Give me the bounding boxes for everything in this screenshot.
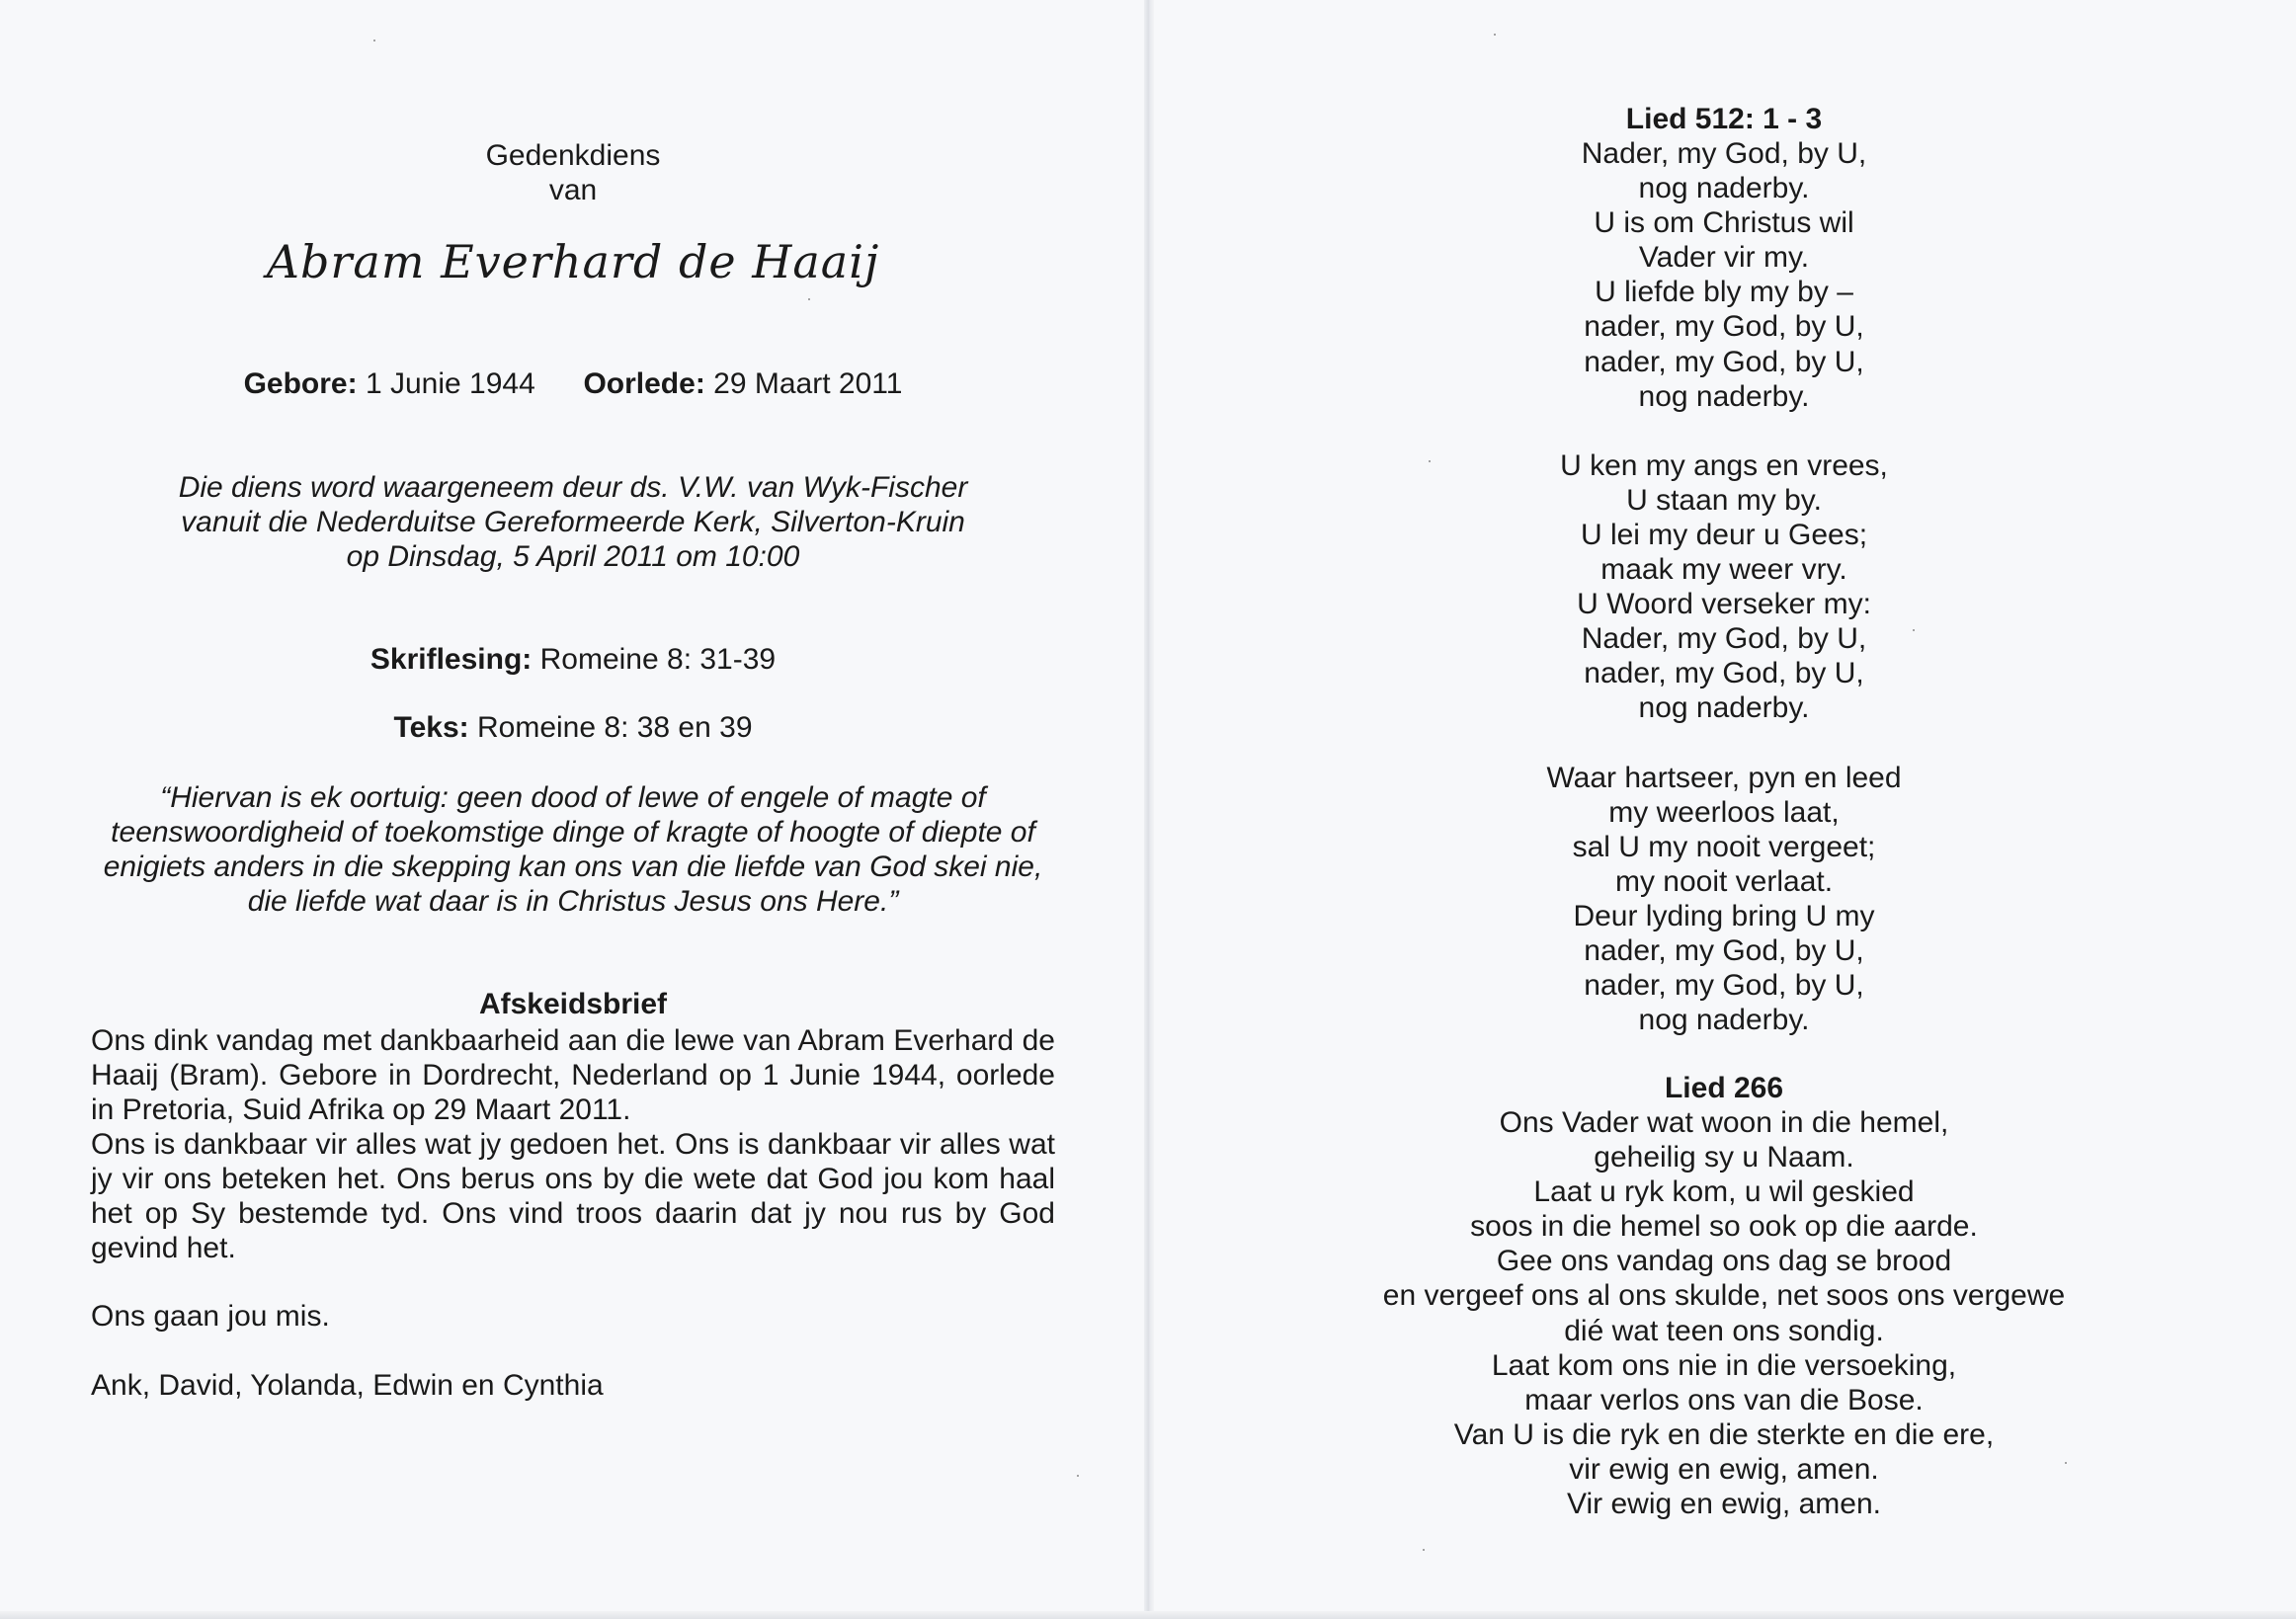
scripture-reading — [158, 642, 988, 677]
letter-paragraph: Ons is dankbaar vir alles wat jy gedoen het. Ons is dankbaar vir alles wat jy vir ons beteken het. Ons berus ons by die wete dat God jou kom haal het op Sy bestemde tyd. Ons vind troos daarin dat jy nou rus by God gevind het. — [91, 1128, 1055, 1264]
hymn-line: sal U my nooit vergeet; — [1572, 830, 1876, 863]
letter-paragraph: Ons dink vandag met dankbaarheid aan die lewe van Abram Everhard de Haaij (Bram). Gebore in Dordrecht, Nederland op 1 Junie 1944, oorlede in Pretoria, Suid Afrika op 29 Maart 2011. — [91, 1024, 1055, 1126]
hymn-line: my nooit verlaat. — [1614, 864, 1834, 898]
hymn-line: nog naderby. — [1638, 172, 1810, 205]
hymn-title: Lied 266 — [1664, 1072, 1784, 1104]
hymn-line: Nader, my God, by U, — [1581, 137, 1867, 170]
hymn-line: Van U is die ryk en die sterkte en die ere, — [1453, 1417, 1995, 1451]
scan-speck — [373, 40, 375, 41]
paper-edge — [0, 1611, 2296, 1619]
scan-speck — [808, 298, 810, 300]
scan-speck — [1494, 34, 1496, 36]
hymn-line: U staan my by. — [1626, 483, 1822, 517]
quote-line: teenswoordigheid of toekomstige dinge of kragte of hoogte of diepte of — [111, 816, 1035, 849]
hymn-line: en vergeef ons al ons skulde, net soos ons vergewe — [1382, 1279, 2066, 1313]
hymn-line: nader, my God, by U, — [1584, 345, 1864, 378]
quote-line: die liefde wat daar is in Christus Jesus ons Here.” — [247, 885, 899, 918]
service-line: vanuit die Nederduitse Gereformeerde Kerk, Silverton-Kruin — [181, 506, 965, 538]
hymn-line: Vir ewig en ewig, amen. — [1567, 1488, 1881, 1521]
hymn-stanza — [1152, 761, 2296, 1038]
scan-speck — [2065, 1462, 2067, 1464]
hymn-line: vir ewig en ewig, amen. — [1569, 1452, 1879, 1486]
deceased-name: Abram Everhard de Haaij — [266, 235, 880, 288]
hymn-line: nader, my God, by U, — [1584, 969, 1864, 1003]
hymn-line: nog naderby. — [1638, 1004, 1810, 1037]
hymn-line: nog naderby. — [1638, 691, 1810, 725]
bible-quote — [59, 780, 1087, 919]
hymn-line: U lei my deur u Gees; — [1580, 518, 1868, 551]
hymn-line: maar verlos ons van die Bose. — [1524, 1383, 1924, 1417]
hymn-line: nader, my God, by U, — [1584, 310, 1864, 344]
hymn-line: geheilig sy u Naam. — [1594, 1141, 1854, 1174]
service-heading — [296, 138, 850, 207]
dates-line — [158, 366, 988, 401]
hymn-text — [1152, 136, 2296, 1072]
hymn-title: Lied 512: 1 - 3 — [1625, 103, 1823, 135]
hymn-line: Vader vir my. — [1638, 241, 1810, 275]
hymn-line: U ken my angs en vrees, — [1560, 448, 1888, 482]
hymn-stanza — [1152, 136, 2296, 414]
hymn-line: nog naderby. — [1638, 379, 1810, 413]
hymn-line: U is om Christus wil — [1594, 206, 1854, 240]
signature: Ank, David, Yolanda, Edwin en Cynthia — [91, 1369, 604, 1402]
born-value: 1 Junie 1944 — [365, 367, 535, 400]
scan-speck — [1423, 1549, 1425, 1551]
hymn-line: Ons Vader wat woon in die hemel, — [1499, 1106, 1949, 1139]
hymn-line: Deur lyding bring U my — [1573, 899, 1875, 932]
sermon-text — [158, 710, 988, 745]
quote-line: “Hiervan is ek oortuig: geen dood of lewe of engele of magte of — [160, 781, 986, 814]
hymn-line: dié wat teen ons sondig. — [1564, 1314, 1884, 1347]
died-value: 29 Maart 2011 — [713, 367, 903, 400]
born-label: Gebore: — [243, 367, 358, 400]
scan-speck — [1429, 460, 1431, 462]
hymn-line: maak my weer vry. — [1600, 553, 1847, 587]
hymn-stanza — [1152, 448, 2296, 726]
hymn-line: Waar hartseer, pyn en leed — [1546, 761, 1902, 794]
heading-sub-text: van — [548, 174, 598, 206]
reading-label: Skriflesing: — [369, 643, 533, 676]
hymn-line: nader, my God, by U, — [1584, 933, 1864, 967]
hymn-line: U Woord verseker my: — [1577, 588, 1871, 621]
service-details — [89, 470, 1057, 574]
heading-text: Gedenkdiens — [485, 139, 661, 172]
hymn-line: my weerloos laat, — [1608, 795, 1840, 829]
hymn-line: soos in die hemel so ook op die aarde. — [1470, 1210, 1978, 1244]
hymn-line: Gee ons vandag ons dag se brood — [1496, 1245, 1952, 1278]
hymn-line: Laat kom ons nie in die versoeking, — [1491, 1348, 1957, 1382]
hymn-line: nader, my God, by U, — [1584, 657, 1864, 690]
text-value: Romeine 8: 38 en 39 — [476, 711, 753, 744]
hymn-line: Laat u ryk kom, u wil geskied — [1533, 1175, 1915, 1209]
quote-line: enigiets anders in die skepping kan ons van die liefde van God skei nie, — [103, 850, 1043, 883]
scan-speck — [1077, 1475, 1079, 1477]
letter-title: Afskeidsbrief — [478, 988, 668, 1020]
prayer-text — [1152, 1105, 2296, 1521]
text-label: Teks: — [393, 711, 469, 744]
died-label: Oorlede: — [583, 367, 705, 400]
hymn-line: Nader, my God, by U, — [1581, 622, 1867, 656]
reading-value: Romeine 8: 31-39 — [539, 643, 777, 676]
service-line: Die diens word waargeneem deur ds. V.W. van Wyk-Fischer — [178, 471, 968, 504]
service-line: op Dinsdag, 5 April 2011 om 10:00 — [346, 540, 800, 573]
letter-closing: Ons gaan jou mis. — [91, 1300, 330, 1333]
hymn-line: U liefde bly my by – — [1595, 276, 1853, 309]
scan-speck — [1913, 629, 1915, 631]
